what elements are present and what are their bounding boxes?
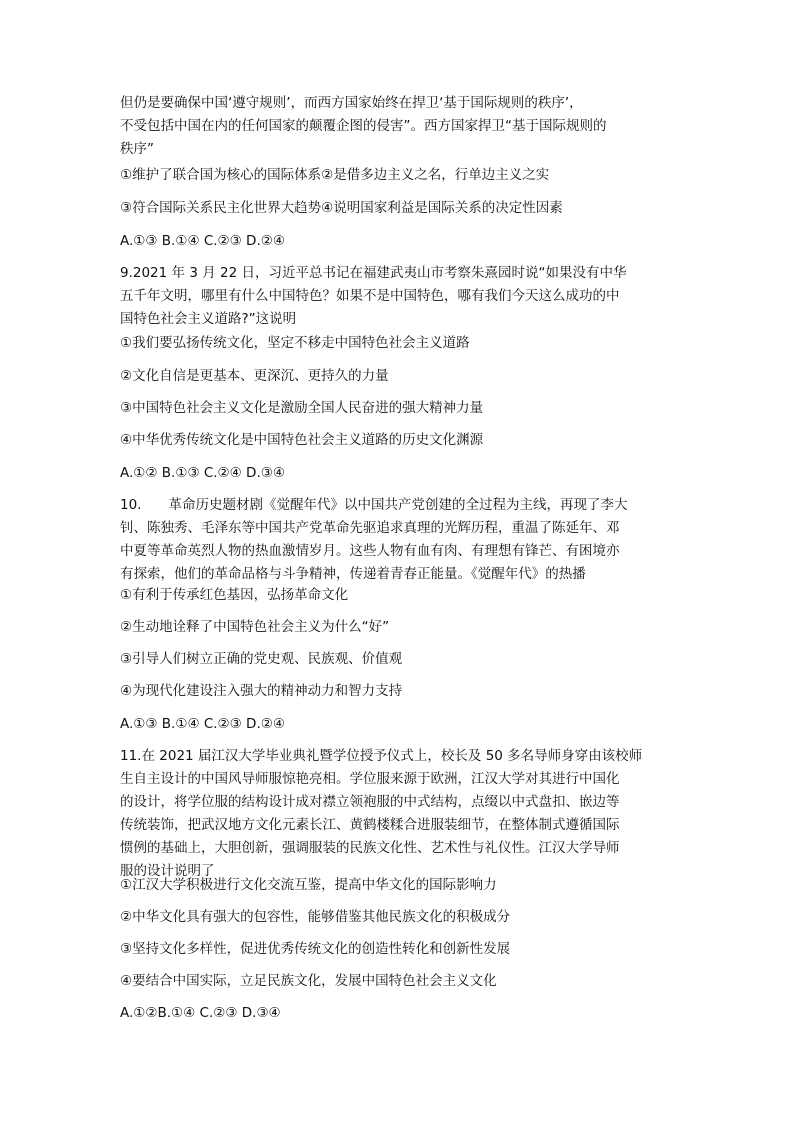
text-line: ④为现代化建设注入强大的精神动力和智力支持	[120, 683, 403, 699]
text-line: 11.在 2021 届江汉大学毕业典礼暨学位授予仪式上，校长及 50 多名导师身穿由该校师	[120, 748, 643, 764]
text-line: 不受包括中国在内的任何国家的颠覆企图的侵害”。西方国家捍卫“基于国际规则的	[120, 118, 607, 134]
q11-option-2	[120, 906, 680, 929]
q10-stem	[120, 494, 680, 586]
q9-option-1	[120, 332, 680, 355]
q9-option-3	[120, 397, 680, 420]
text-line: ②中华文化具有强大的包容性，能够借鉴其他民族文化的积极成分	[120, 909, 511, 925]
text-line: ①维护了联合国为核心的国际体系②是借多边主义之名，行单边主义之实	[120, 167, 550, 183]
text-line: ④要结合中国实际，立足民族文化，发展中国特色社会主义文化	[120, 973, 497, 989]
text-line: ①江汉大学积极进行文化交流互鉴，提高中华文化的国际影响力	[120, 877, 497, 893]
text-line: 的设计，将学位服的结构设计成对襟立领袍服的中式结构，点缀以中式盘扣、嵌边等	[120, 794, 620, 810]
text-line: 国特色社会主义道路?”这说明	[120, 311, 297, 327]
text-line: 传统装饰，把武汉地方文化元素长江、黄鹤楼糅合进服装细节，在整体制式遵循国际	[120, 817, 620, 833]
text-line: 服的设计说明了	[120, 863, 215, 879]
text-line: ①有利于传承红色基因，弘扬革命文化	[120, 587, 349, 603]
text-line: 中夏等革命英烈人物的热血激情岁月。这些人物有血有肉、有理想有锋芒、有困境亦	[120, 543, 620, 559]
q9-answer-choices	[120, 462, 680, 485]
text-line: 钊、陈独秀、毛泽东等中国共产党革命先驱追求真理的光辉历程，重温了陈延年、邓	[120, 520, 620, 536]
q10-option-4	[120, 680, 680, 703]
text-line: 但仍是要确保中国‘遵守规则’，而西方国家始终在捍卫‘基于国际规则的秩序’，	[120, 95, 583, 111]
q10-answer-choices	[120, 713, 680, 736]
q8-option-1-2	[120, 164, 680, 187]
q10-option-2	[120, 616, 680, 639]
q9-stem	[120, 262, 680, 331]
text-line: ①我们要弘扬传统文化，坚定不移走中国特色社会主义道路	[120, 335, 470, 351]
text-line: 10. 革命历史题材剧《觉醒年代》以中国共产党创建的全过程为主线，再现了李大	[120, 497, 628, 513]
q10-option-1	[120, 584, 680, 607]
text-line: ②文化自信是更基本、更深沉、更持久的力量	[120, 368, 389, 384]
q10-option-3	[120, 648, 680, 671]
q8-option-3-4	[120, 197, 680, 220]
text-line: 生自主设计的中国风导师服惊艳亮相。学位服来源于欧洲，江汉大学对其进行中国化	[120, 771, 620, 787]
text-line: ④中华优秀传统文化是中国特色社会主义道路的历史文化渊源	[120, 432, 484, 448]
q11-stem	[120, 745, 680, 883]
q11-option-3	[120, 938, 680, 961]
text-line: 9.2021 年 3 月 22 日，习近平总书记在福建武夷山市考察朱熹园时说“如果没有中华	[120, 265, 627, 281]
q8-answer-choices	[120, 230, 680, 253]
text-line: A.①③ B.①④ C.②③ D.②④	[120, 716, 285, 732]
q8-stem	[120, 92, 680, 161]
q11-answer-choices	[120, 1002, 680, 1025]
text-line: A.①②B.①④ C.②③ D.③④	[120, 1005, 281, 1021]
text-line: 惯例的基础上，大胆创新，强调服装的民族文化性、艺术性与礼仪性。江汉大学导师	[120, 840, 620, 856]
text-line: A.①② B.①③ C.②④ D.③④	[120, 465, 285, 481]
q9-option-2	[120, 365, 680, 388]
text-line: 秩序”	[120, 141, 154, 157]
text-line: ③中国特色社会主义文化是激励全国人民奋进的强大精神力量	[120, 400, 484, 416]
q11-option-4	[120, 970, 680, 993]
text-line: A.①③ B.①④ C.②③ D.②④	[120, 233, 285, 249]
text-line: ②生动地诠释了中国特色社会主义为什么“好”	[120, 619, 390, 635]
text-line: 有探索，他们的革命品格与斗争精神，传递着青春正能量。《觉醒年代》的热播	[120, 566, 586, 582]
text-line: ③引导人们树立正确的党史观、民族观、价值观	[120, 651, 403, 667]
text-line: ③符合国际关系民主化世界大趋势④说明国家利益是国际关系的决定性因素	[120, 200, 563, 216]
text-line: ③坚持文化多样性，促进优秀传统文化的创造性转化和创新性发展	[120, 941, 511, 957]
text-line: 五千年文明，哪里有什么中国特色？如果不是中国特色，哪有我们今天这么成功的中	[120, 288, 620, 304]
q9-option-4	[120, 429, 680, 452]
q11-option-1	[120, 874, 680, 897]
